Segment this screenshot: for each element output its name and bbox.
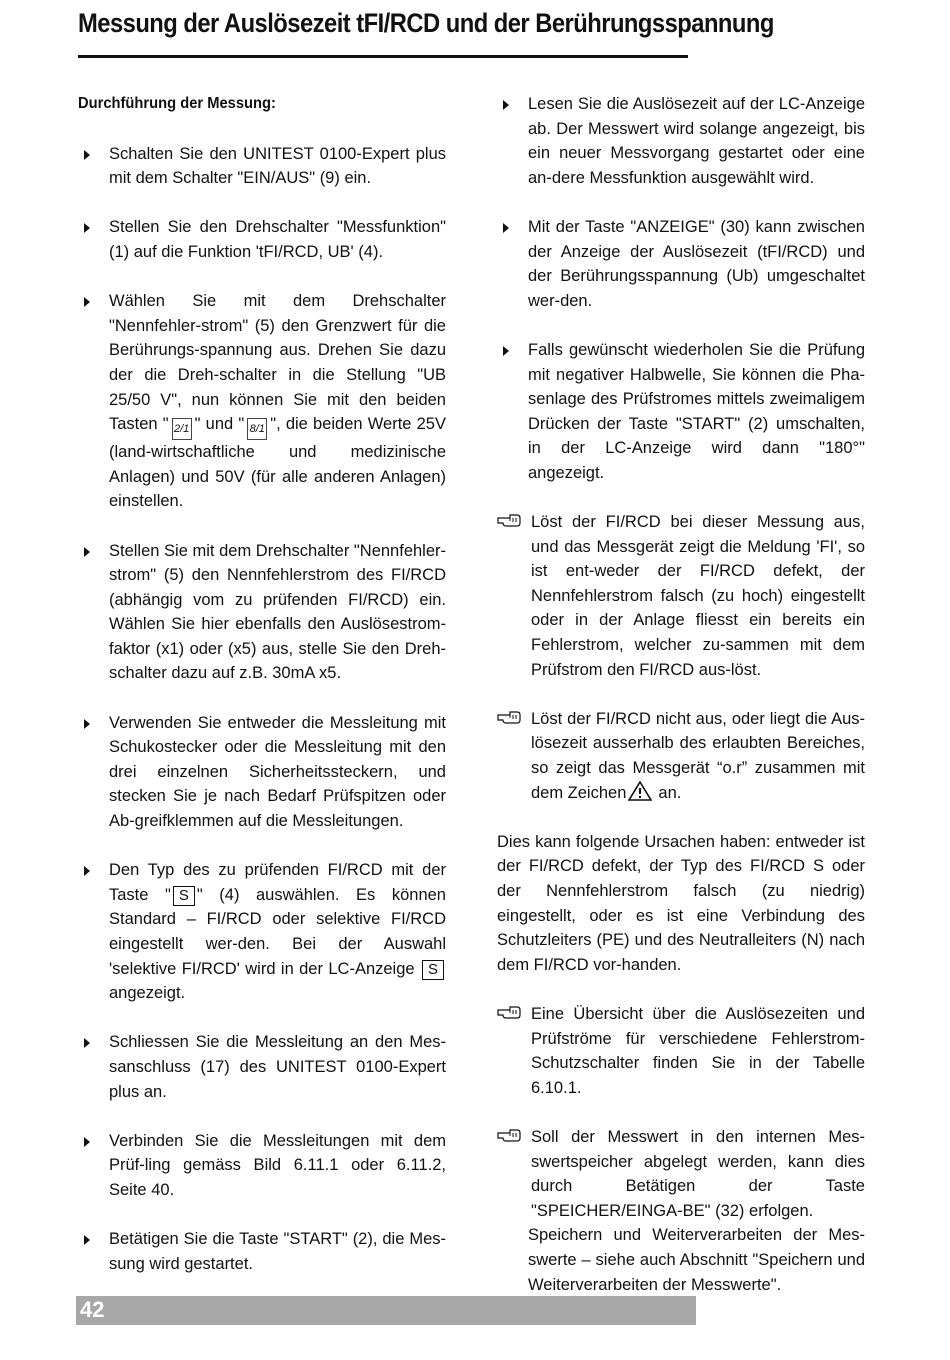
arrow-bullet-icon <box>503 346 509 356</box>
list-item: Den Typ des zu prüfenden FI/RCD mit der Taste " S " (4) auswählen. Es können Standard – FI/RCD oder selektive FI/RCD eingestellt wer-den. Bei der Auswahl 'selektive FI/RCD' wird in der LC-Anzeige S angezeigt. <box>78 858 446 1006</box>
pointing-hand-icon <box>497 1005 521 1019</box>
arrow-bullet-icon <box>84 1038 90 1048</box>
pointing-hand-icon <box>497 513 521 527</box>
key-down-icon: 8/1 <box>247 418 267 440</box>
list-item: Verbinden Sie die Messleitungen mit dem Prüf-ling gemäss Bild 6.11.1 oder 6.11.2, Seite 40. <box>78 1129 446 1203</box>
left-column <box>78 92 446 1301</box>
list-item: Verwenden Sie entweder die Messleitung mit Schukostecker oder die Messleitung mit den drei einzelnen Sicherheitssteckern, und stecken Sie je nach Bedarf Prüfspitzen oder Ab-greifklemmen auf die Messleitungen. <box>78 711 446 834</box>
type-s-symbol: S <box>422 960 444 980</box>
arrow-bullet-icon <box>84 547 90 557</box>
arrow-bullet-icon <box>84 150 90 160</box>
list-item: Betätigen Sie die Taste "START" (2), die Mes-sung wird gestartet. <box>78 1227 446 1276</box>
page-number: 42 <box>80 1297 105 1322</box>
note-item: Soll der Messwert in den internen Mes-swertspeicher abgelegt werden, kann dies durch Betätigen der Taste "SPEICHER/EINGA-BE" (32) erfolgen. <box>497 1125 865 1223</box>
pointing-hand-icon <box>497 710 521 724</box>
note-item: Eine Übersicht über die Auslösezeiten und Prüfströme für verschiedene Fehlerstrom-Schutzschalter finden Sie in der Tabelle 6.10.1. <box>497 1002 865 1100</box>
arrow-bullet-icon <box>503 100 509 110</box>
list-item: Lesen Sie die Auslösezeit auf der LC-Anzeige ab. Der Messwert wird solange angezeigt, bis ein neuer Messvorgang gestartet oder eine an-dere Messfunktion ausgewählt wird. <box>497 92 865 190</box>
note-item: Löst der FI/RCD nicht aus, oder liegt die Aus-lösezeit ausserhalb des erlaubten Bereiches, so zeigt das Messgerät “o.r” zusammen mit dem Zeichen an. <box>497 707 865 805</box>
note-item: Löst der FI/RCD bei dieser Messung aus, und das Messgerät zeigt die Meldung 'FI', so ist ent-weder der FI/RCD defekt, der Nennfehlerstrom falsch (zu hoch) eingestellt oder in der Anlage fliesst ein bereits ein Fehlerstrom, welcher zu-sammen mit dem Prüfstrom den FI/RCD aus-löst. <box>497 510 865 682</box>
title-rule <box>78 55 688 58</box>
arrow-bullet-icon <box>84 1235 90 1245</box>
list-item: Mit der Taste "ANZEIGE" (30) kann zwischen der Anzeige der Auslösezeit (tFI/RCD) und der Berührungsspannung (Ub) umgeschaltet wer-den. <box>497 215 865 313</box>
right-column <box>497 92 865 1297</box>
list-item: Falls gewünscht wiederholen Sie die Prüfung mit negativer Halbwelle, Sie können die Pha-senlage des Prüfstromes mittels zweimaligem Drücken der Taste "START" (2) umschalten, in der LC-Anzeige wird dann "180°" angezeigt. <box>497 338 865 486</box>
cause-paragraph: Dies kann folgende Ursachen haben: entweder ist der FI/RCD defekt, der Typ des FI/RCD S oder der Nennfehlerstrom falsch (zu niedrig) eingestellt, oder es ist eine Verbindung des Schutzleiters (PE) und des Neutralleiters (N) nach dem FI/RCD vor-handen. <box>497 832 865 974</box>
arrow-bullet-icon <box>84 297 90 307</box>
list-item: Schalten Sie den UNITEST 0100-Expert plus mit dem Schalter "EIN/AUS" (9) ein. <box>78 142 446 191</box>
footer-bar <box>76 1296 696 1325</box>
section-heading: Durchführung der Messung: <box>78 95 276 112</box>
list-item: Stellen Sie mit dem Drehschalter "Nennfehler-strom" (5) den Nennfehlerstrom des FI/RCD (abhängig vom zu prüfenden FI/RCD) ein. Wählen Sie hier ebenfalls den Auslösestrom-faktor (x1) oder (x5) aus, stelle Sie den Dreh-schalter dazu auf z.B. 30mA x5. <box>78 539 446 687</box>
page-title: Messung der Auslösezeit tFI/RCD und der Berührungsspannung <box>78 8 774 38</box>
arrow-bullet-icon <box>503 223 509 233</box>
arrow-bullet-icon <box>84 1137 90 1147</box>
pointing-hand-icon <box>497 1128 521 1142</box>
key-up-icon: 2/1 <box>172 418 192 440</box>
list-item: Wählen Sie mit dem Drehschalter "Nennfehler-strom" (5) den Grenzwert für die Berührungs-spannung aus. Drehen Sie dazu der die Dreh-schalter in die Stellung "UB 25/50 V", nun können Sie mit den beiden Tasten " 2/1 " und " 8/1 ", die beiden Werte 25V (land-wirtschaftliche und medizinische Anlagen) und 50V (für alle anderen Anlagen) einstellen. <box>78 289 446 514</box>
note-followup: Speichern und Weiterverarbeiten der Mes-swerte – siehe auch Abschnitt "Speichern und Weiterverarbeiten der Messwerte". <box>528 1226 865 1294</box>
type-s-symbol: S <box>173 886 195 906</box>
list-item: Schliessen Sie die Messleitung an den Mes-sanschluss (17) des UNITEST 0100-Expert plus an. <box>78 1030 446 1104</box>
arrow-bullet-icon <box>84 719 90 729</box>
warning-triangle-icon <box>628 781 652 801</box>
list-item: Stellen Sie den Drehschalter "Messfunktion" (1) auf die Funktion 'tFI/RCD, UB' (4). <box>78 215 446 264</box>
arrow-bullet-icon <box>84 866 90 876</box>
arrow-bullet-icon <box>84 223 90 233</box>
